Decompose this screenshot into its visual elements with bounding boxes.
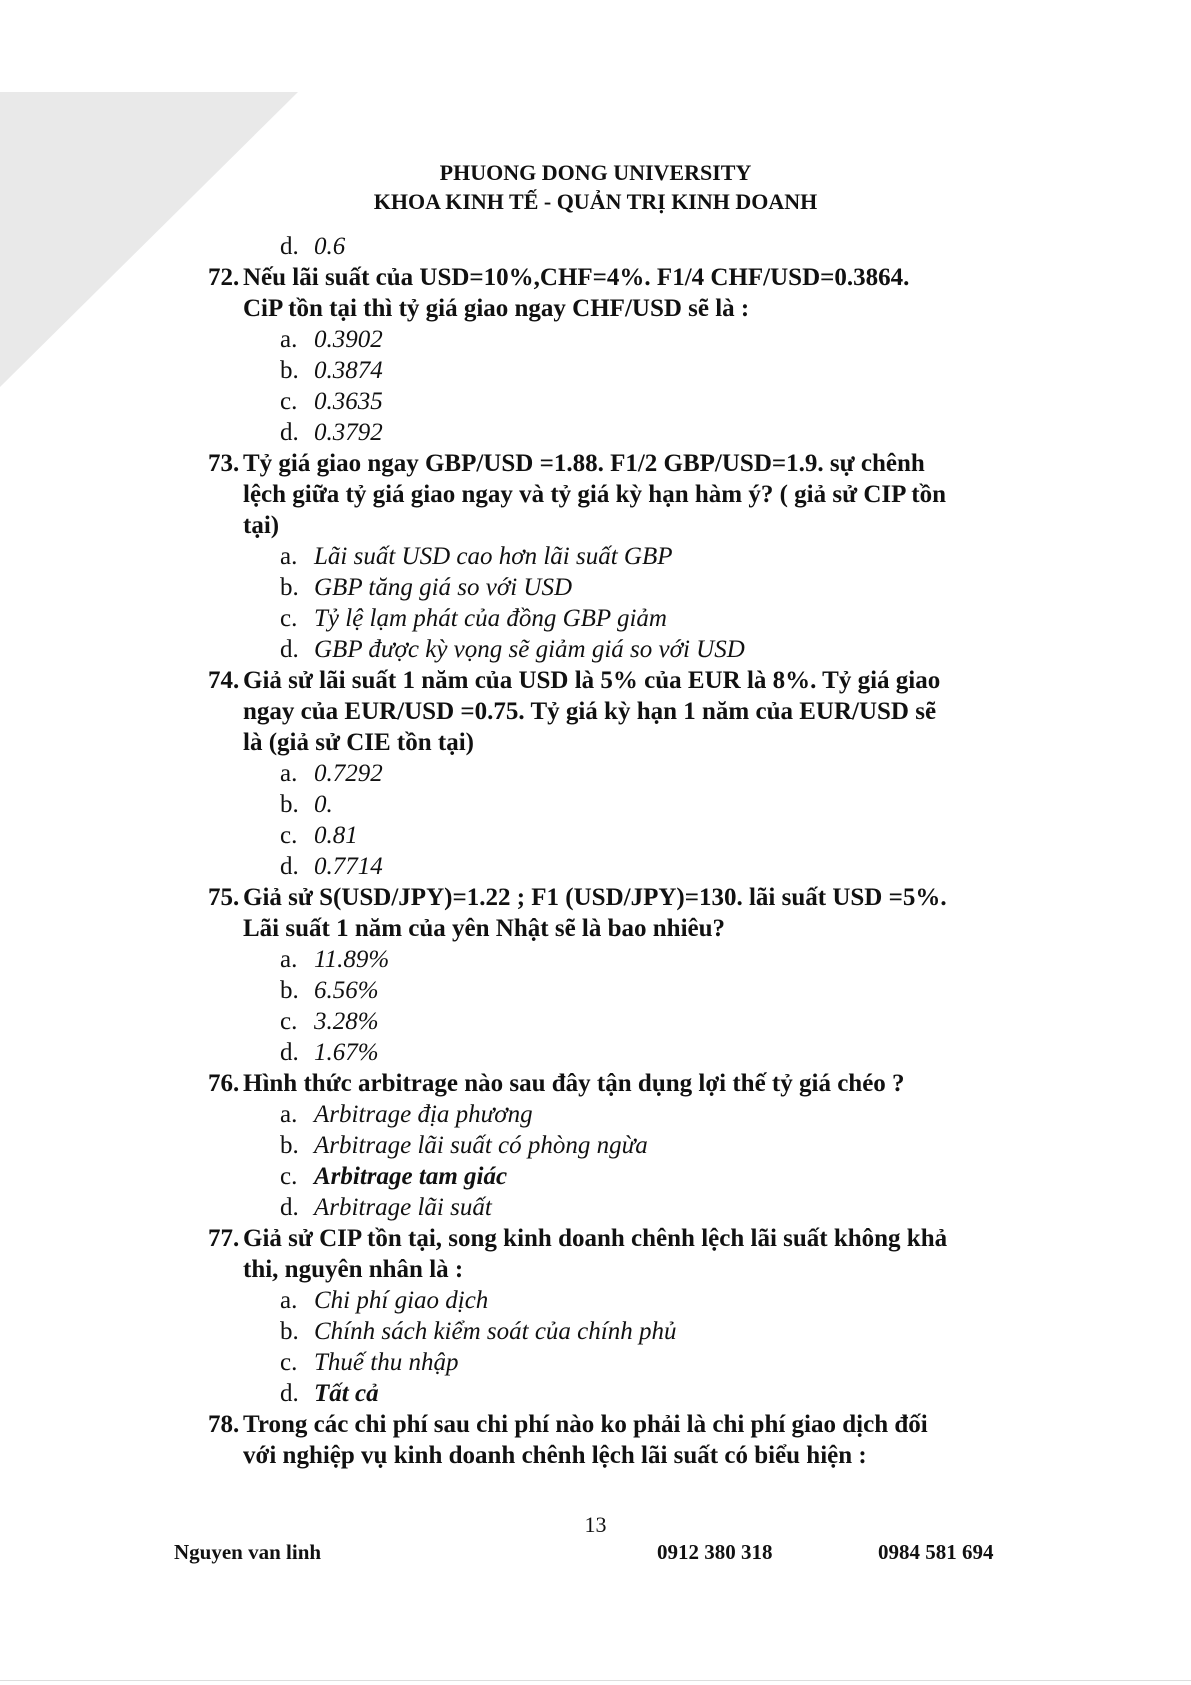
- option-letter: a.: [280, 543, 298, 570]
- option-text: 0.3902: [314, 326, 383, 353]
- option-letter: c.: [280, 822, 298, 849]
- question-text: Giả sử lãi suất 1 năm của USD là 5% của EUR là 8%. Tỷ giá giao: [243, 667, 941, 694]
- question-number: 78.: [208, 1411, 240, 1438]
- option-text: 0.3874: [314, 357, 383, 384]
- option-text: 0.: [314, 791, 333, 818]
- option-letter: a.: [280, 1287, 298, 1314]
- question-text: với nghiệp vụ kinh doanh chênh lệch lãi suất có biểu hiện :: [243, 1442, 867, 1469]
- option-text: 0.6: [314, 233, 346, 260]
- option-letter: d.: [280, 1194, 299, 1221]
- option-text: Chính sách kiểm soát của chính phủ: [314, 1318, 677, 1345]
- option-text: Lãi suất USD cao hơn lãi suất GBP: [314, 543, 673, 570]
- option-letter: c.: [280, 1163, 298, 1190]
- option-text: Arbitrage tam giác: [314, 1163, 508, 1190]
- option-letter: c.: [280, 388, 298, 415]
- question-text: lệch giữa tỷ giá giao ngay và tỷ giá kỳ hạn hàm ý? ( giả sử CIP tồn: [243, 481, 946, 508]
- option-letter: d.: [280, 853, 299, 880]
- option-letter: d.: [280, 636, 299, 663]
- question-text: Lãi suất 1 năm của yên Nhật sẽ là bao nhiêu?: [243, 915, 726, 942]
- option-letter: b.: [280, 357, 299, 384]
- bottom-rule: [0, 1680, 1191, 1681]
- option-letter: b.: [280, 1318, 299, 1345]
- option-text: 11.89%: [314, 946, 390, 973]
- question-text: tại): [243, 512, 280, 539]
- option-letter: c.: [280, 1008, 298, 1035]
- question-text: ngay của EUR/USD =0.75. Tỷ giá kỳ hạn 1 năm của EUR/USD sẽ: [243, 698, 937, 725]
- university-name: PHUONG DONG UNIVERSITY: [439, 160, 752, 185]
- question-text: CiP tồn tại thì tỷ giá giao ngay CHF/USD sẽ là :: [243, 295, 750, 322]
- question-number: 76.: [208, 1070, 240, 1097]
- option-text: 0.3792: [314, 419, 383, 446]
- question-text: Giả sử CIP tồn tại, song kinh doanh chênh lệch lãi suất không khả: [243, 1225, 948, 1252]
- option-letter: b.: [280, 977, 299, 1004]
- option-text: Tất cả: [314, 1380, 379, 1407]
- option-letter: a.: [280, 760, 298, 787]
- author-name: Nguyen van linh: [174, 1540, 322, 1564]
- question-text: Tỷ giá giao ngay GBP/USD =1.88. F1/2 GBP/USD=1.9. sự chênh: [243, 450, 925, 477]
- question-text: Nếu lãi suất của USD=10%,CHF=4%. F1/4 CHF/USD=0.3864.: [243, 264, 910, 291]
- question-text: Trong các chi phí sau chi phí nào ko phải là chi phí giao dịch đối: [243, 1411, 928, 1438]
- option-text: 3.28%: [314, 1008, 379, 1035]
- option-letter: b.: [280, 574, 299, 601]
- phone-number-2: 0984 581 694: [878, 1540, 994, 1564]
- option-text: Thuế thu nhập: [314, 1349, 459, 1376]
- page-number: 13: [584, 1512, 607, 1537]
- faculty-name: KHOA KINH TẾ - QUẢN TRỊ KINH DOANH: [373, 189, 818, 214]
- question-number: 73.: [208, 450, 240, 477]
- option-letter: d.: [280, 1380, 299, 1407]
- option-text: 0.7292: [314, 760, 383, 787]
- option-text: 0.3635: [314, 388, 383, 415]
- option-letter: b.: [280, 1132, 299, 1159]
- option-text: 6.56%: [314, 977, 379, 1004]
- option-text: GBP được kỳ vọng sẽ giảm giá so với USD: [314, 636, 745, 663]
- option-letter: d.: [280, 1039, 299, 1066]
- phone-number-1: 0912 380 318: [657, 1540, 773, 1564]
- question-number: 75.: [208, 884, 240, 911]
- question-text: Giả sử S(USD/JPY)=1.22 ; F1 (USD/JPY)=130. lãi suất USD =5%.: [243, 884, 947, 911]
- option-text: Arbitrage lãi suất có phòng ngừa: [314, 1132, 648, 1159]
- option-text: Tỷ lệ lạm phát của đồng GBP giảm: [314, 605, 667, 632]
- question-number: 77.: [208, 1225, 240, 1252]
- option-letter: a.: [280, 946, 298, 973]
- corner-decoration: [0, 92, 298, 387]
- option-text: 1.67%: [314, 1039, 379, 1066]
- option-letter: a.: [280, 326, 298, 353]
- question-number: 72.: [208, 264, 240, 291]
- question-number: 74.: [208, 667, 240, 694]
- option-letter: d.: [280, 419, 299, 446]
- option-letter: a.: [280, 1101, 298, 1128]
- option-letter: c.: [280, 605, 298, 632]
- option-text: GBP tăng giá so với USD: [314, 574, 573, 601]
- question-text: là (giả sử CIE tồn tại): [243, 729, 474, 756]
- option-text: Arbitrage lãi suất: [314, 1194, 492, 1221]
- question-text: thi, nguyên nhân là :: [243, 1256, 464, 1283]
- option-text: Arbitrage địa phương: [314, 1101, 533, 1128]
- option-letter: b.: [280, 791, 299, 818]
- option-text: 0.7714: [314, 853, 383, 880]
- question-text: Hình thức arbitrage nào sau đây tận dụng lợi thế tỷ giá chéo ?: [243, 1070, 905, 1097]
- option-letter: d.: [280, 233, 299, 260]
- option-text: 0.81: [314, 822, 358, 849]
- option-letter: c.: [280, 1349, 298, 1376]
- option-text: Chi phí giao dịch: [314, 1287, 489, 1314]
